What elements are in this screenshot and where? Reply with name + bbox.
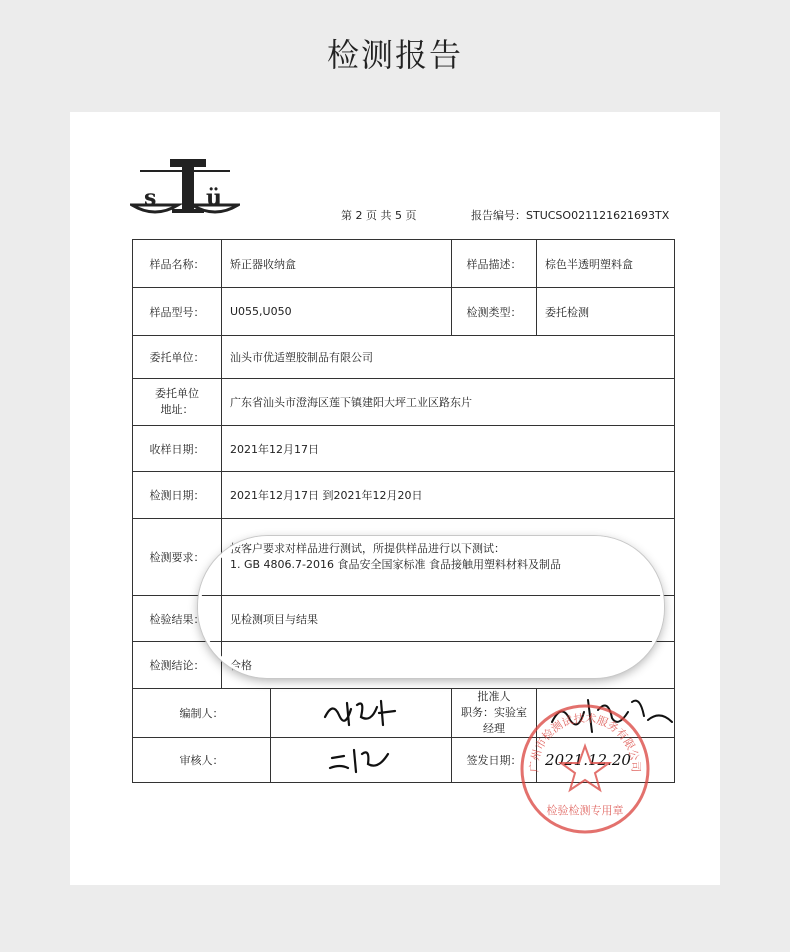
test-type-value: 委托检测 xyxy=(537,288,675,336)
conclusion-value: 合格 xyxy=(222,642,675,689)
sign-date-label: 签发日期： xyxy=(452,738,537,783)
test-type-label: 检测类型： xyxy=(452,288,537,336)
requirement-value xyxy=(222,519,675,596)
svg-text:s: s xyxy=(144,185,157,211)
result-value: 见检测项目与结果 xyxy=(222,596,675,642)
svg-text:ü: ü xyxy=(206,185,222,211)
test-date-label: 检测日期： xyxy=(133,472,222,519)
page-title: 检测报告 xyxy=(326,36,463,74)
editor-signature-mark xyxy=(321,695,401,729)
page-info: 第 2 页 共 5 页 xyxy=(341,209,417,222)
client-address-label-line2: 地址： xyxy=(160,403,194,416)
sample-model-label: 样品型号： xyxy=(133,288,222,336)
requirement-line-2: 1. GB 4806.7-2016 食品安全国家标准 食品接触用塑料材料及制品 xyxy=(230,558,562,571)
reviewer-label: 审核人： xyxy=(133,738,271,783)
requirement-label: 检测要求： xyxy=(133,519,222,596)
sample-name-label: 样品名称： xyxy=(133,240,222,288)
result-label: 检验结果： xyxy=(133,596,222,642)
sign-date-value: 2021.12.20 xyxy=(545,751,631,769)
receive-date-value: 2021年12月17日 xyxy=(222,426,675,472)
editor-signature xyxy=(271,689,452,738)
receive-date-label: 收样日期： xyxy=(133,426,222,472)
sign-date-cell xyxy=(537,738,675,783)
client-address-value: 广东省汕头市澄海区莲下镇建阳大坪工业区路东片 xyxy=(222,379,675,426)
approver-signature xyxy=(537,689,675,738)
report-document xyxy=(70,112,720,885)
editor-label: 编制人： xyxy=(133,689,271,738)
reviewer-signature xyxy=(271,738,452,783)
conclusion-label: 检测结论： xyxy=(133,642,222,689)
client-value: 汕头市优适塑胶制品有限公司 xyxy=(222,336,675,379)
client-label: 委托单位： xyxy=(133,336,222,379)
stamp-text: 广州市检测试技术服务有限公司 xyxy=(527,711,643,773)
test-date-value: 2021年12月17日 到2021年12月20日 xyxy=(222,472,675,519)
sample-model-value: U055,U050 xyxy=(222,288,452,336)
report-number: 报告编号：STUCSO021121621693TX xyxy=(471,209,670,222)
sample-name-value: 矫正器收纳盒 xyxy=(222,240,452,288)
approver-cell xyxy=(452,689,537,738)
client-address-label-line1: 委托单位 xyxy=(155,387,199,400)
sample-desc-label: 样品描述： xyxy=(452,240,537,288)
sample-desc-value: 棕色半透明塑料盒 xyxy=(537,240,675,288)
reviewer-signature-mark xyxy=(326,744,396,774)
requirement-line-1: 按客户要求对样品进行测试，所提供样品进行以下测试： xyxy=(230,542,505,555)
client-address-label xyxy=(133,379,222,426)
stamp-bottom-text: 检验检测专用章 xyxy=(546,804,624,817)
report-table xyxy=(132,239,675,783)
approver-title: 职务：实验室经理 xyxy=(461,706,528,735)
stu-logo xyxy=(130,157,240,219)
approver-label: 批准人 xyxy=(477,690,511,703)
